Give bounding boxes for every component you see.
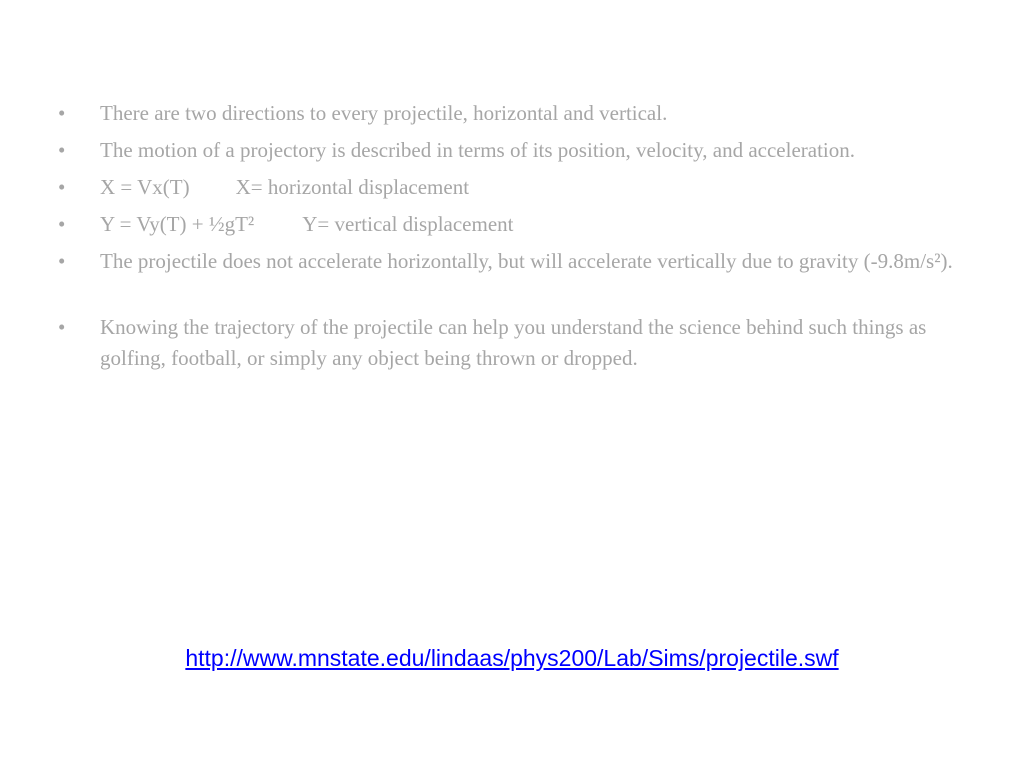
bullet-item <box>58 312 958 374</box>
bullet-marker: • <box>58 175 66 199</box>
formula-text: Y = Vy(T) + ½gT² <box>100 212 255 236</box>
formula-definition: Y= vertical displacement <box>302 212 514 236</box>
bullet-item <box>58 172 958 203</box>
bullet-text: There are two directions to every projectile, horizontal and vertical. <box>100 101 668 125</box>
bullet-list <box>58 98 958 380</box>
bullet-item <box>58 135 958 166</box>
bullet-text: Knowing the trajectory of the projectile can help you understand the science behind such things as golfing, football, or simply any object being thrown or dropped. <box>100 315 927 370</box>
bullet-marker: • <box>58 101 66 125</box>
simulation-link[interactable]: http://www.mnstate.edu/lindaas/phys200/Lab/Sims/projectile.swf <box>185 645 839 671</box>
bullet-marker: • <box>58 315 66 339</box>
bullet-item <box>58 246 958 277</box>
formula-text: X = Vx(T) <box>100 175 190 199</box>
bullet-item <box>58 98 958 129</box>
link-container <box>0 645 1024 672</box>
bullet-marker: • <box>58 138 66 162</box>
bullet-item <box>58 209 958 240</box>
bullet-marker: • <box>58 249 66 273</box>
bullet-text: The projectile does not accelerate horizontally, but will accelerate vertically due to gravity (-9.8m/s²). <box>100 249 953 273</box>
bullet-marker: • <box>58 212 66 236</box>
bullet-text: The motion of a projectory is described in terms of its position, velocity, and acceleration. <box>100 138 856 162</box>
formula-definition: X= horizontal displacement <box>235 175 470 199</box>
